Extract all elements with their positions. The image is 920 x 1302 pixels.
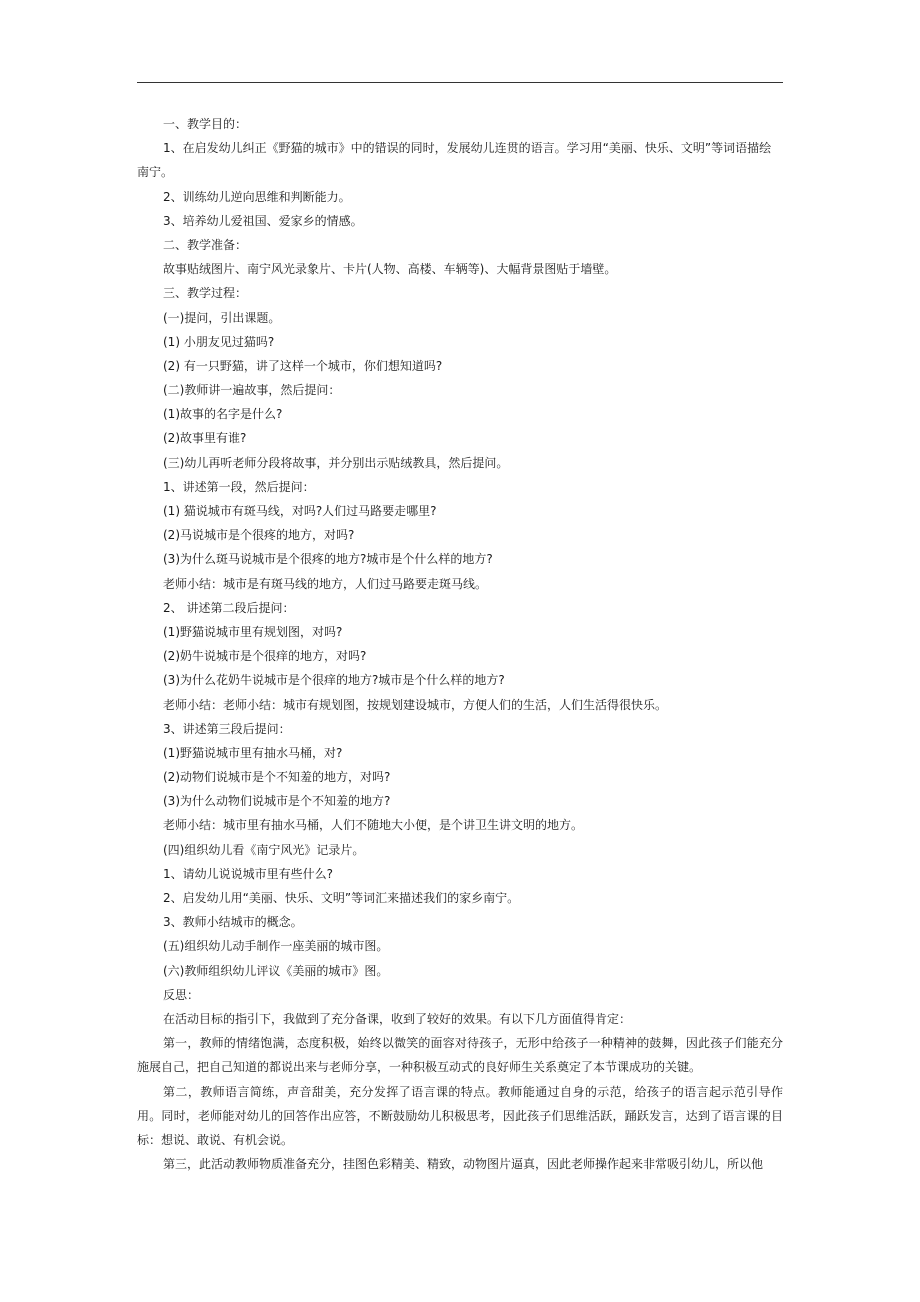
reflection-paragraph-1: 第一，教师的情绪饱满，态度积极，始终以微笑的面容对待孩子，无形中给孩子一种精神的鼓舞，因此孩子们能充分施展自己，把自己知道的都说出来与老师分享，一种积极互动式的良好师生关系奠定了本节课成功的关键。	[137, 1036, 783, 1075]
list-item: (1)野猫说城市里有规划图，对吗?	[163, 624, 343, 639]
list-item: 1、讲述第一段，然后提问：	[163, 479, 315, 494]
process-step-5: (五)组织幼儿动手制作一座美丽的城市图。	[163, 939, 389, 954]
list-item: (1) 小朋友见过猫吗?	[163, 334, 275, 349]
process-step-6: (六)教师组织幼儿评议《美丽的城市》图。	[163, 963, 389, 978]
section-heading-prep: 二、教学准备：	[163, 237, 248, 252]
list-item: (3)为什么斑马说城市是个很疼的地方?城市是个什么样的地方?	[163, 552, 493, 567]
reflection-paragraph-2: 第二，教师语言简练，声音甜美，充分发挥了语言课的特点。教师能通过自身的示范，给孩子的语言起示范引导作用。同时，老师能对幼儿的回答作出应答，不断鼓励幼儿积极思考，因此孩子们思维活跃，踊跃发言，达到了语言课的目标：想说、敢说、有机会说。	[137, 1084, 783, 1147]
goal-item-3: 3、培养幼儿爱祖国、爱家乡的情感。	[163, 213, 363, 228]
process-step-1: (一)提问，引出课题。	[163, 310, 281, 325]
list-item: 2、启发幼儿用“美丽、快乐、文明”等词汇来描述我们的家乡南宁。	[163, 891, 520, 905]
list-item: (1) 猫说城市有斑马线，对吗?人们过马路要走哪里?	[163, 504, 437, 518]
list-item: (1)故事的名字是什么?	[163, 407, 283, 422]
list-item: 1、请幼儿说说城市里有些什么?	[163, 866, 334, 881]
section-heading-goals: 一、教学目的：	[163, 117, 248, 131]
document-body	[137, 112, 783, 1176]
teacher-summary: 老师小结：城市是有斑马线的地方，人们过马路要走斑马线。	[163, 576, 488, 591]
section-heading-process: 三、教学过程：	[163, 286, 248, 301]
prep-text: 故事贴绒图片、南宁风光录象片、卡片(人物、高楼、车辆等)、大幅背景图贴于墙壁。	[163, 262, 617, 277]
process-step-3: (三)幼儿再听老师分段将故事，并分别出示贴绒教具，然后提问。	[163, 455, 509, 470]
list-item: (3)为什么动物们说城市是个不知羞的地方?	[163, 794, 391, 809]
process-step-2: (二)教师讲一遍故事，然后提问：	[163, 383, 341, 398]
teacher-summary: 老师小结：老师小结：城市有规划图，按规划建设城市，方便人们的生活，人们生活得很快乐。	[163, 697, 668, 712]
list-item: (2)动物们说城市是个不知羞的地方，对吗?	[163, 770, 391, 785]
reflection-paragraph-3: 第三，此活动教师物质准备充分，挂图色彩精美、精致，动物图片逼真，因此老师操作起来非常吸引幼儿，所以他	[163, 1157, 764, 1172]
reflection-intro: 在活动目标的指引下，我做到了充分备课，收到了较好的效果。有以下几方面值得肯定：	[163, 1011, 632, 1026]
list-item: 3、讲述第三段后提问：	[163, 721, 291, 736]
goal-item-2: 2、训练幼儿逆向思维和判断能力。	[163, 189, 351, 204]
list-item: (3)为什么花奶牛说城市是个很痒的地方?城市是个什么样的地方?	[163, 673, 505, 688]
header-rule	[137, 82, 783, 83]
list-item: (2)故事里有谁?	[163, 431, 247, 446]
goal-item-1: 1、在启发幼儿纠正《野猫的城市》中的错误的同时，发展幼儿连贯的语言。学习用“美丽、快乐、文明”等词语描绘	[163, 141, 772, 156]
list-item: 2、 讲述第二段后提问：	[163, 600, 295, 615]
list-item: (2) 有一只野猫，讲了这样一个城市，你们想知道吗?	[163, 358, 443, 373]
list-item: (1)野猫说城市里有抽水马桶，对?	[163, 745, 343, 760]
list-item: 3、教师小结城市的概念。	[163, 915, 303, 930]
process-step-4: (四)组织幼儿看《南宁风光》记录片。	[163, 842, 365, 857]
goal-item-1-cont: 南宁。	[137, 165, 174, 180]
list-item: (2)奶牛说城市是个很痒的地方，对吗?	[163, 649, 367, 664]
section-heading-reflection: 反思：	[163, 987, 200, 1002]
teacher-summary: 老师小结：城市里有抽水马桶，人们不随地大小便，是个讲卫生讲文明的地方。	[163, 818, 584, 833]
list-item: (2)马说城市是个很疼的地方，对吗?	[163, 528, 355, 543]
